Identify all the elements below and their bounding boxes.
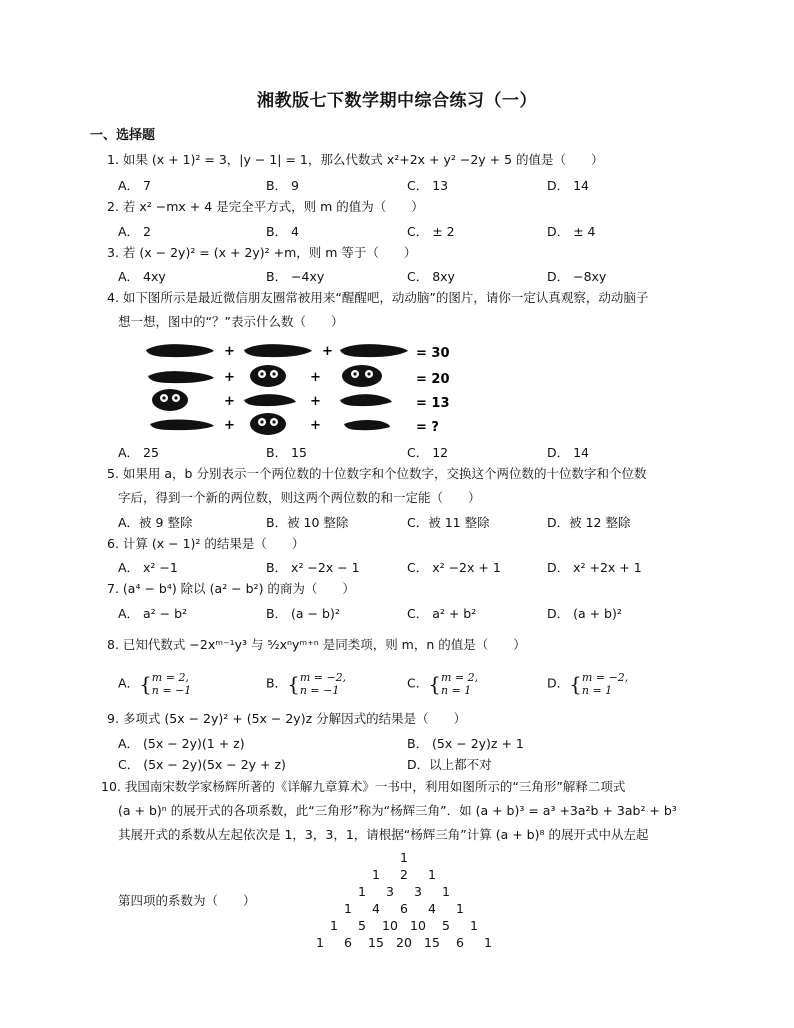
puzzle-result: = 13 [416,396,450,411]
triangle-number: 5 [358,918,366,933]
question-text-line-2: 想一想，图中的“？”表示什么数（ ） [118,314,344,329]
svg-text:+: + [224,418,235,433]
svg-text:+: + [224,394,235,409]
equation-line: m = −2, [299,671,347,684]
option-a: A． 2 [118,224,151,239]
option-c: C． x² −2x + 1 [407,560,501,575]
option-c: C． (5x − 2y)(5x − 2y + z) [118,757,286,772]
triangle-number: 1 [456,901,464,916]
question-number: 3. [107,245,119,260]
question-text: 我国南宋数学家杨辉所著的《详解九章算术》一书中，利用如图所示的“三角形”解释二项式 [124,779,626,794]
triangle-number: 3 [386,884,394,899]
option-d: D． (a + b)² [547,606,622,621]
brace-icon: { [139,672,152,696]
option-d: D． 14 [547,178,590,193]
puzzle-row-3 [152,389,450,411]
puzzle-result: = ? [416,420,439,435]
question-1 [107,151,604,168]
option-b [266,671,346,697]
triangle-number: 1 [372,867,380,882]
option-d: D．被 12 整除 [547,515,631,530]
owl-icon [250,413,286,435]
triangle-number: 2 [400,867,408,882]
svg-text:+: + [322,344,333,359]
brace-icon: { [569,672,582,696]
option-a [118,671,191,697]
question-9 [107,710,466,727]
triangle-number: 1 [484,935,492,950]
equation-line: m = 2, [440,671,479,684]
question-number: 9. [107,711,119,726]
triangle-number: 20 [396,935,412,950]
question-number: 1. [107,152,119,167]
option-label: C． [407,675,429,691]
triangle-number: 1 [330,918,338,933]
option-label: A． [118,675,140,691]
question-text: (a⁴ − b⁴) 除以 (a² − b²) 的商为（ ） [122,581,355,596]
option-b: B． (a − b)² [266,606,340,621]
question-text-line-2: 字后，得到一个新的两位数，则这两个两位数的和一定能（ ） [118,490,481,505]
question-text: 多项式 (5x − 2y)² + (5x − 2y)z 分解因式的结果是（ ） [122,711,467,726]
section-heading: 一、选择题 [90,128,156,143]
question-3 [107,244,416,261]
question-4 [107,289,648,306]
triangle-number: 5 [442,918,450,933]
question-number: 5. [107,466,119,481]
triangle-number: 15 [424,935,440,950]
question-text: 若 (x − 2y)² = (x + 2y)² +m，则 m 等于（ ） [122,245,417,260]
question-number: 8. [107,637,119,652]
svg-text:+: + [310,394,321,409]
svg-text:+: + [224,344,235,359]
question-text: 计算 (x − 1)² 的结果是（ ） [122,536,305,551]
puzzle-result: = 20 [416,372,450,387]
triangle-number: 1 [344,901,352,916]
triangle-number: 6 [400,901,408,916]
question-text: 如果用 a，b 分别表示一个两位数的十位数字和个位数字，交换这个两位数的十位数字和个位数 [122,466,647,481]
brush-icon [148,371,214,383]
option-d: D． x² +2x + 1 [547,560,642,575]
question-6 [107,535,304,552]
equation-line: n = −1 [299,684,340,697]
owl-icon [250,365,286,387]
triangle-number: 4 [372,901,380,916]
option-a: A．被 9 整除 [118,515,193,530]
triangle-number: 1 [428,867,436,882]
option-d: D． ± 4 [547,224,596,239]
brace-icon: { [428,672,441,696]
question-text: 已知代数式 −2xᵐ⁻¹y³ 与 ⁵⁄₂xⁿyᵐ⁺ⁿ 是同类项，则 m，n 的值是（ ） [122,637,526,652]
page-title: 湘教版七下数学期中综合练习（一） [257,91,537,111]
option-b: B．被 10 整除 [266,515,349,530]
brush-icon [146,344,214,357]
triangle-number: 6 [344,935,352,950]
triangle-number: 1 [358,884,366,899]
option-b: B． 15 [266,445,307,460]
question-number: 4. [107,290,119,305]
question-text: 如下图所示是最近微信朋友圈常被用来“醒醒吧，动动脑”的图片，请你一定认真观察，动动脑子 [122,290,649,305]
option-d: D．以上都不对 [407,757,492,772]
option-c [407,671,478,697]
triangle-number: 15 [368,935,384,950]
option-c: C． 13 [407,178,449,193]
option-c: C． a² + b² [407,606,477,621]
option-label: D． [547,675,570,691]
owl-icon [152,389,188,411]
question-number: 10. [101,779,121,794]
brush-icon [344,420,390,430]
triangle-number: 1 [470,918,478,933]
option-a: A． a² − b² [118,606,188,621]
option-a: A． 7 [118,178,151,193]
question-2 [107,198,424,215]
option-b: B． x² −2x − 1 [266,560,360,575]
brush-icon [244,394,296,406]
option-c: C． 8xy [407,269,455,284]
owl-icon [342,365,382,387]
question-text: 如果 (x + 1)² = 3，|y − 1| = 1，那么代数式 x²+2x + y² −2y + 5 的值是（ ） [122,152,604,167]
option-a: A． 25 [118,445,159,460]
question-text-line-3: 其展开式的系数从左起依次是 1，3，3，1，请根据“杨辉三角”计算 (a + b)⁸ 的展开式中从左起 [118,827,649,842]
brush-icon [150,420,214,431]
question-number: 6. [107,536,119,551]
brush-icon [340,344,408,357]
triangle-number: 6 [456,935,464,950]
question-text: 若 x² −mx + 4 是完全平方式，则 m 的值为（ ） [122,199,424,214]
option-a: A． x² −1 [118,560,178,575]
puzzle-row-2 [148,365,450,387]
option-b: B． 9 [266,178,300,193]
svg-text:+: + [224,370,235,385]
question-number: 2. [107,199,119,214]
puzzle-picture [140,338,470,438]
option-d: D． −8xy [547,269,607,284]
option-c: C．被 11 整除 [407,515,490,530]
triangle-number: 1 [316,935,324,950]
option-a: A． (5x − 2y)(1 + z) [118,736,245,751]
equation-line: m = 2, [151,671,189,684]
option-d [547,671,628,697]
option-d: D． 14 [547,445,590,460]
brush-icon [244,344,312,357]
equation-line: n = −1 [151,684,192,697]
puzzle-row-1 [146,344,450,361]
option-c: C． ± 2 [407,224,455,239]
question-number: 7. [107,581,119,596]
option-a: A． 4xy [118,269,166,284]
equation-line: n = 1 [440,684,472,697]
option-b: B． 4 [266,224,300,239]
triangle-number: 10 [410,918,426,933]
option-b: B． (5x − 2y)z + 1 [407,736,524,751]
puzzle-row-4 [150,413,439,435]
equation-line: n = 1 [581,684,613,697]
option-label: B． [266,675,288,691]
svg-text:+: + [310,418,321,433]
question-8 [107,636,526,653]
triangle-number: 3 [414,884,422,899]
triangle-number: 1 [442,884,450,899]
triangle-number: 10 [382,918,398,933]
triangle-number: 1 [400,850,408,865]
svg-text:+: + [310,370,321,385]
question-5 [107,465,646,482]
brush-icon [340,394,392,406]
equation-line: m = −2, [581,671,629,684]
question-10 [101,778,625,795]
brace-icon: { [287,672,300,696]
option-b: B． −4xy [266,269,325,284]
puzzle-result: = 30 [416,346,450,361]
option-c: C． 12 [407,445,449,460]
question-7 [107,580,355,597]
question-text-line-2: (a + b)ⁿ 的展开式的各项系数，此“三角形”称为“杨辉三角”．如 (a + b)³ = a³ +3a²b + 3ab² + b³ [118,803,677,818]
triangle-number: 4 [428,901,436,916]
question-text-line-4: 第四项的系数为（ ） [118,893,256,908]
